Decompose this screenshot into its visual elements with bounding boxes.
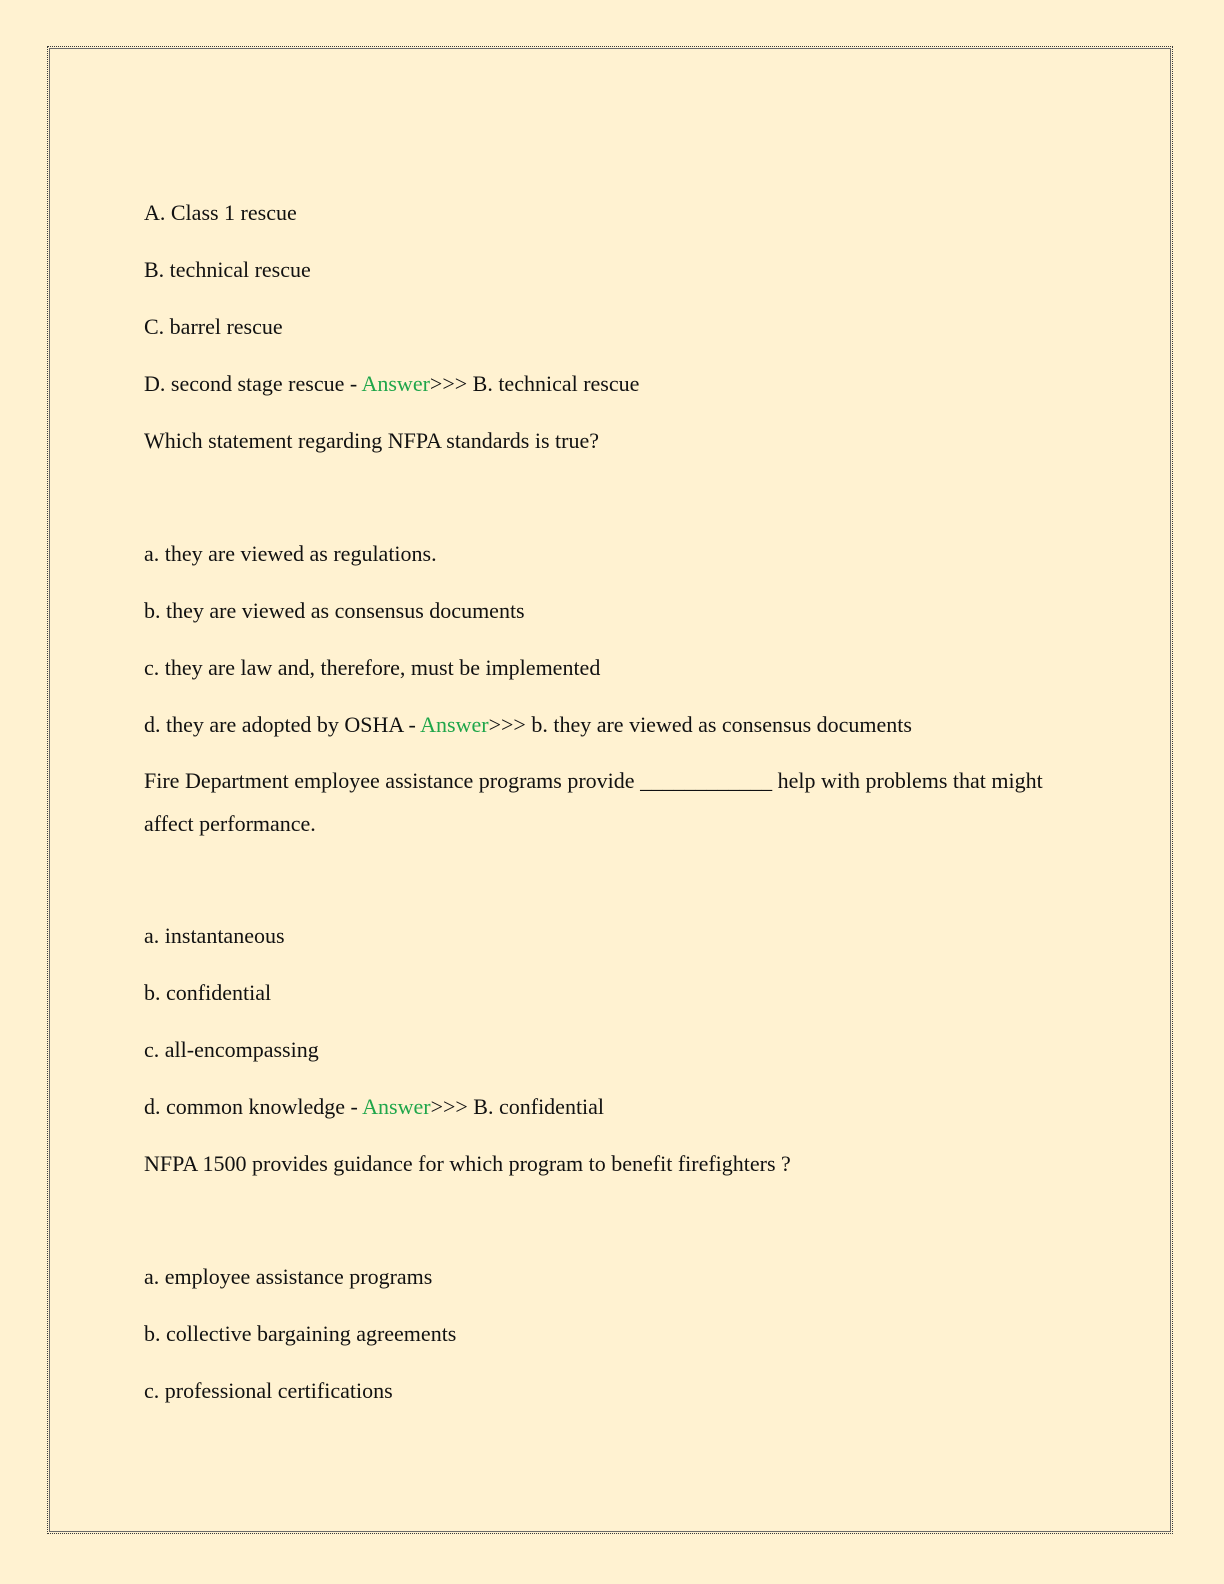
q2-option-a: a. they are viewed as regulations. [144, 541, 437, 566]
q1-option-d-with-answer [144, 371, 639, 397]
q3-option-b: b. confidential [144, 980, 272, 1005]
q1-option-a: A. Class 1 rescue [144, 200, 297, 225]
q2-question: Which statement regarding NFPA standards is true? [144, 428, 599, 453]
q1-answer-text: >>> B. technical rescue [429, 371, 640, 396]
q2-option-d: d. they are adopted by OSHA - [144, 712, 421, 737]
q1-option-c: C. barrel rescue [144, 314, 283, 339]
q3-option-c: c. all-encompassing [144, 1037, 319, 1062]
q1-option-b: B. technical rescue [144, 257, 311, 282]
q4-option-b: b. collective bargaining agreements [144, 1321, 457, 1346]
q2-answer-label: Answer [420, 712, 489, 737]
q1-answer-label: Answer [361, 371, 430, 396]
q2-answer-text: >>> b. they are viewed as consensus documents [488, 712, 912, 737]
q2-option-b: b. they are viewed as consensus documents [144, 598, 525, 623]
q3-question: Fire Department employee assistance programs provide ____________ help with problems that might affect performance. [144, 768, 1043, 836]
q3-option-a: a. instantaneous [144, 923, 285, 948]
q3-answer-text: >>> B. confidential [430, 1094, 605, 1119]
q4-question: NFPA 1500 provides guidance for which program to benefit firefighters ? [144, 1151, 791, 1176]
q1-option-d: D. second stage rescue - [144, 371, 362, 396]
q2-option-d-with-answer [144, 712, 912, 738]
q4-option-a: a. employee assistance programs [144, 1264, 433, 1289]
q4-option-c: c. professional certifications [144, 1378, 393, 1403]
q3-option-d: d. common knowledge - [144, 1094, 363, 1119]
q2-option-c: c. they are law and, therefore, must be implemented [144, 655, 601, 680]
q3-option-d-with-answer [144, 1094, 604, 1120]
q3-answer-label: Answer [362, 1094, 431, 1119]
